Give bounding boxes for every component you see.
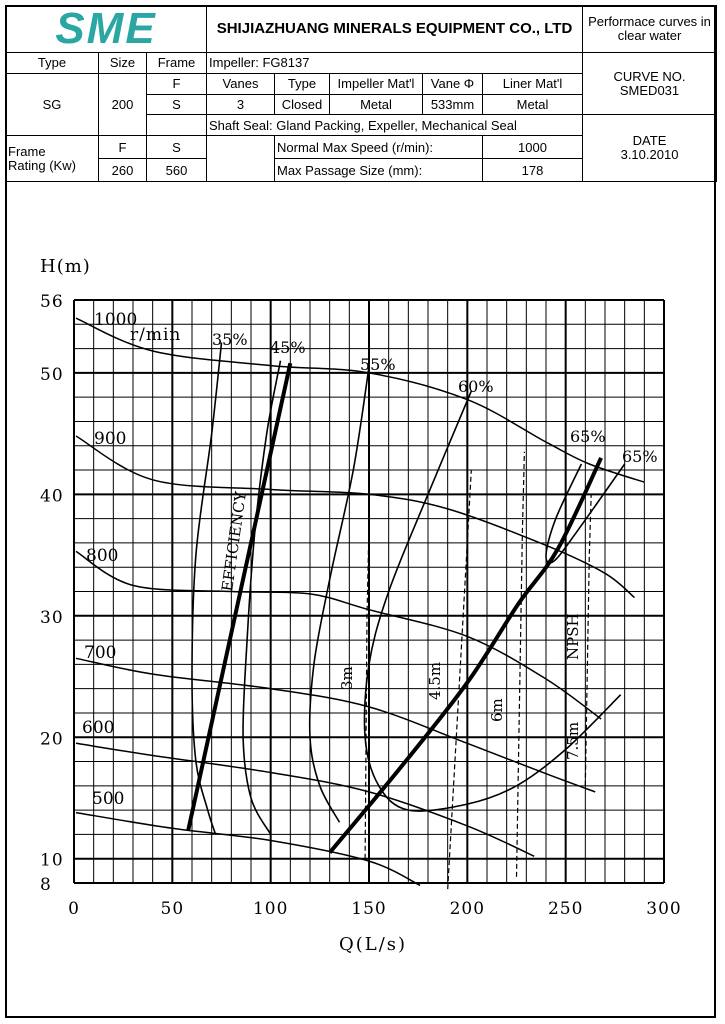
vanes-value: 3	[207, 94, 275, 115]
speed-label-800: 800	[86, 546, 119, 566]
speed-label-500: 500	[92, 789, 125, 809]
max-passage: 178	[483, 159, 583, 182]
npsh-label-4.5m: 4.5m	[426, 661, 444, 700]
rating-f-label: F	[99, 136, 147, 159]
efficiency-label-45%: 45%	[270, 338, 306, 357]
type-label: Type	[6, 52, 99, 73]
date-label: DATE	[632, 133, 667, 149]
chart-grid	[74, 300, 664, 883]
x-tick-label: 300	[646, 899, 682, 919]
efficiency-curve-35%	[192, 343, 222, 835]
speed-label-700: 700	[84, 643, 117, 663]
npsh-label-7.5m: 7.5m	[564, 721, 582, 760]
max-speed-label: Normal Max Speed (r/min):	[275, 136, 483, 159]
frame-f: F	[147, 73, 207, 94]
max-speed: 1000	[483, 136, 583, 159]
x-tick-label: 250	[547, 899, 584, 919]
efficiency-line	[188, 363, 290, 831]
npsh-label-6m: 6m	[488, 698, 506, 722]
max-passage-label: Max Passage Size (mm):	[275, 159, 483, 182]
efficiency-curve-55%	[310, 367, 369, 823]
y-tick-label: 50	[40, 364, 64, 385]
company-name: SHIJIAZHUANG MINERALS EQUIPMENT CO., LTD	[216, 20, 573, 38]
x-tick-label: 100	[252, 899, 289, 919]
y-tick-label: 40	[40, 486, 64, 507]
vane-dia-label: Vane Φ	[423, 73, 483, 94]
frame-rating-label-1: Frame	[8, 143, 46, 159]
y-tick-label: 20	[40, 729, 64, 750]
efficiency-label-55%: 55%	[360, 355, 396, 374]
rating-s: 560	[147, 159, 207, 182]
vanes-label: Vanes	[207, 73, 275, 94]
imp-mat-label: Impeller Mat'l	[330, 73, 423, 94]
date: 3.10.2010	[620, 147, 679, 163]
shaft-seal: Shaft Seal: Gland Packing, Expeller, Mechanical Seal	[207, 115, 583, 136]
impeller: Impeller: FG8137	[207, 52, 583, 73]
curve-no: SMED031	[619, 82, 680, 98]
x-tick-label: 50	[160, 899, 185, 919]
size-label: Size	[99, 52, 147, 73]
imp-type-label: Type	[275, 73, 330, 94]
liner-value: Metal	[483, 94, 583, 115]
frame-s: S	[147, 94, 207, 115]
imp-mat-value: Metal	[330, 94, 423, 115]
liner-label: Liner Mat'l	[483, 73, 583, 94]
speed-label-600: 600	[82, 718, 115, 738]
x-tick-label: 0	[68, 899, 80, 919]
subtitle: Performace curves in clear water	[583, 6, 717, 53]
chart-curves	[76, 318, 644, 889]
rating-f: 260	[99, 159, 147, 182]
frame-rating-label-2: Rating (Kw)	[8, 157, 76, 173]
efficiency-axis-label: EFFICIENCY	[218, 490, 250, 593]
npsh-label-3m: 3m	[338, 666, 356, 690]
y-tick-label: 56	[40, 292, 64, 312]
curve-no-label: CURVE NO.	[613, 68, 686, 84]
speed-label-1000: 1000	[94, 310, 138, 330]
x-tick-label: 200	[449, 899, 486, 919]
y-tick-label: 8	[40, 875, 52, 895]
efficiency-label-60%: 60%	[458, 377, 494, 396]
imp-type-value: Closed	[275, 94, 330, 115]
vane-dia-value: 533mm	[423, 94, 483, 115]
rating-s-label: S	[147, 136, 207, 159]
efficiency-curve-60%	[364, 391, 620, 811]
efficiency-label-65-right: 65%	[622, 447, 658, 466]
speed-curve-800	[76, 551, 601, 719]
speed-label-900: 900	[94, 429, 127, 449]
speed-curve-700	[76, 658, 595, 792]
efficiency-label-65%: 65%	[570, 427, 606, 446]
x-tick-label: 150	[351, 899, 387, 919]
npsh-axis-label: NPSH	[564, 613, 582, 660]
speed-curve-600	[76, 743, 534, 856]
x-axis-label: Q(L/s)	[339, 934, 408, 955]
efficiency-label-35%: 35%	[212, 330, 248, 349]
speed-unit-label: r/min	[130, 325, 182, 345]
sme-logo: SME	[55, 5, 157, 53]
type-value: SG	[6, 73, 99, 135]
frame-label: Frame	[147, 52, 207, 73]
y-tick-label: 30	[40, 607, 64, 628]
size-value: 200	[99, 73, 147, 135]
y-tick-label: 10	[40, 850, 64, 871]
y-axis-label: H(m)	[40, 256, 91, 277]
